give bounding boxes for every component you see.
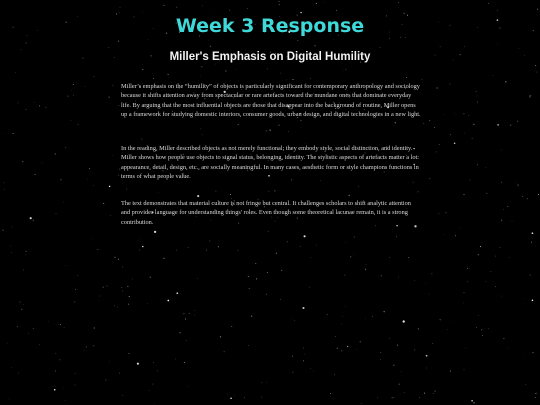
paragraph-conclusion: The text demonstrates that material culture is not fringe but central. It challenges scholars to shift analytic attention and provides language for understanding things' roles. Even though some theoretical lacunae remain, it is a strong contribution. (121, 200, 411, 226)
page-title: Week 3 Response (175, 15, 365, 37)
page-subtitle: Miller's Emphasis on Digital Humility (169, 51, 371, 63)
paragraph-style: In the reading, Miller described objects as not merely functional; they embody style, social distinction, and identity. Miller shows how people use objects to signal status, belonging, identity. The stylistic aspects of artefacts matter a lot: appearance, detail, design, etc., are socially meaningful. In many cases, aesthetic form or style champions functions in terms of what people value. (121, 145, 419, 181)
paragraph-humility: Miller’s emphasis on the “humility” of objects is particularly significant for contemporary anthropology and sociology because it shifts attention away from spectacular or rare artefacts toward the mundane ones that dominate everyday life. By arguing that the most influential objects are those that disappear into the background of routine, Miller opens up a framework for studying domestic interiors, consumer goods, urban design, and digital technologies in a new light. (121, 83, 421, 119)
